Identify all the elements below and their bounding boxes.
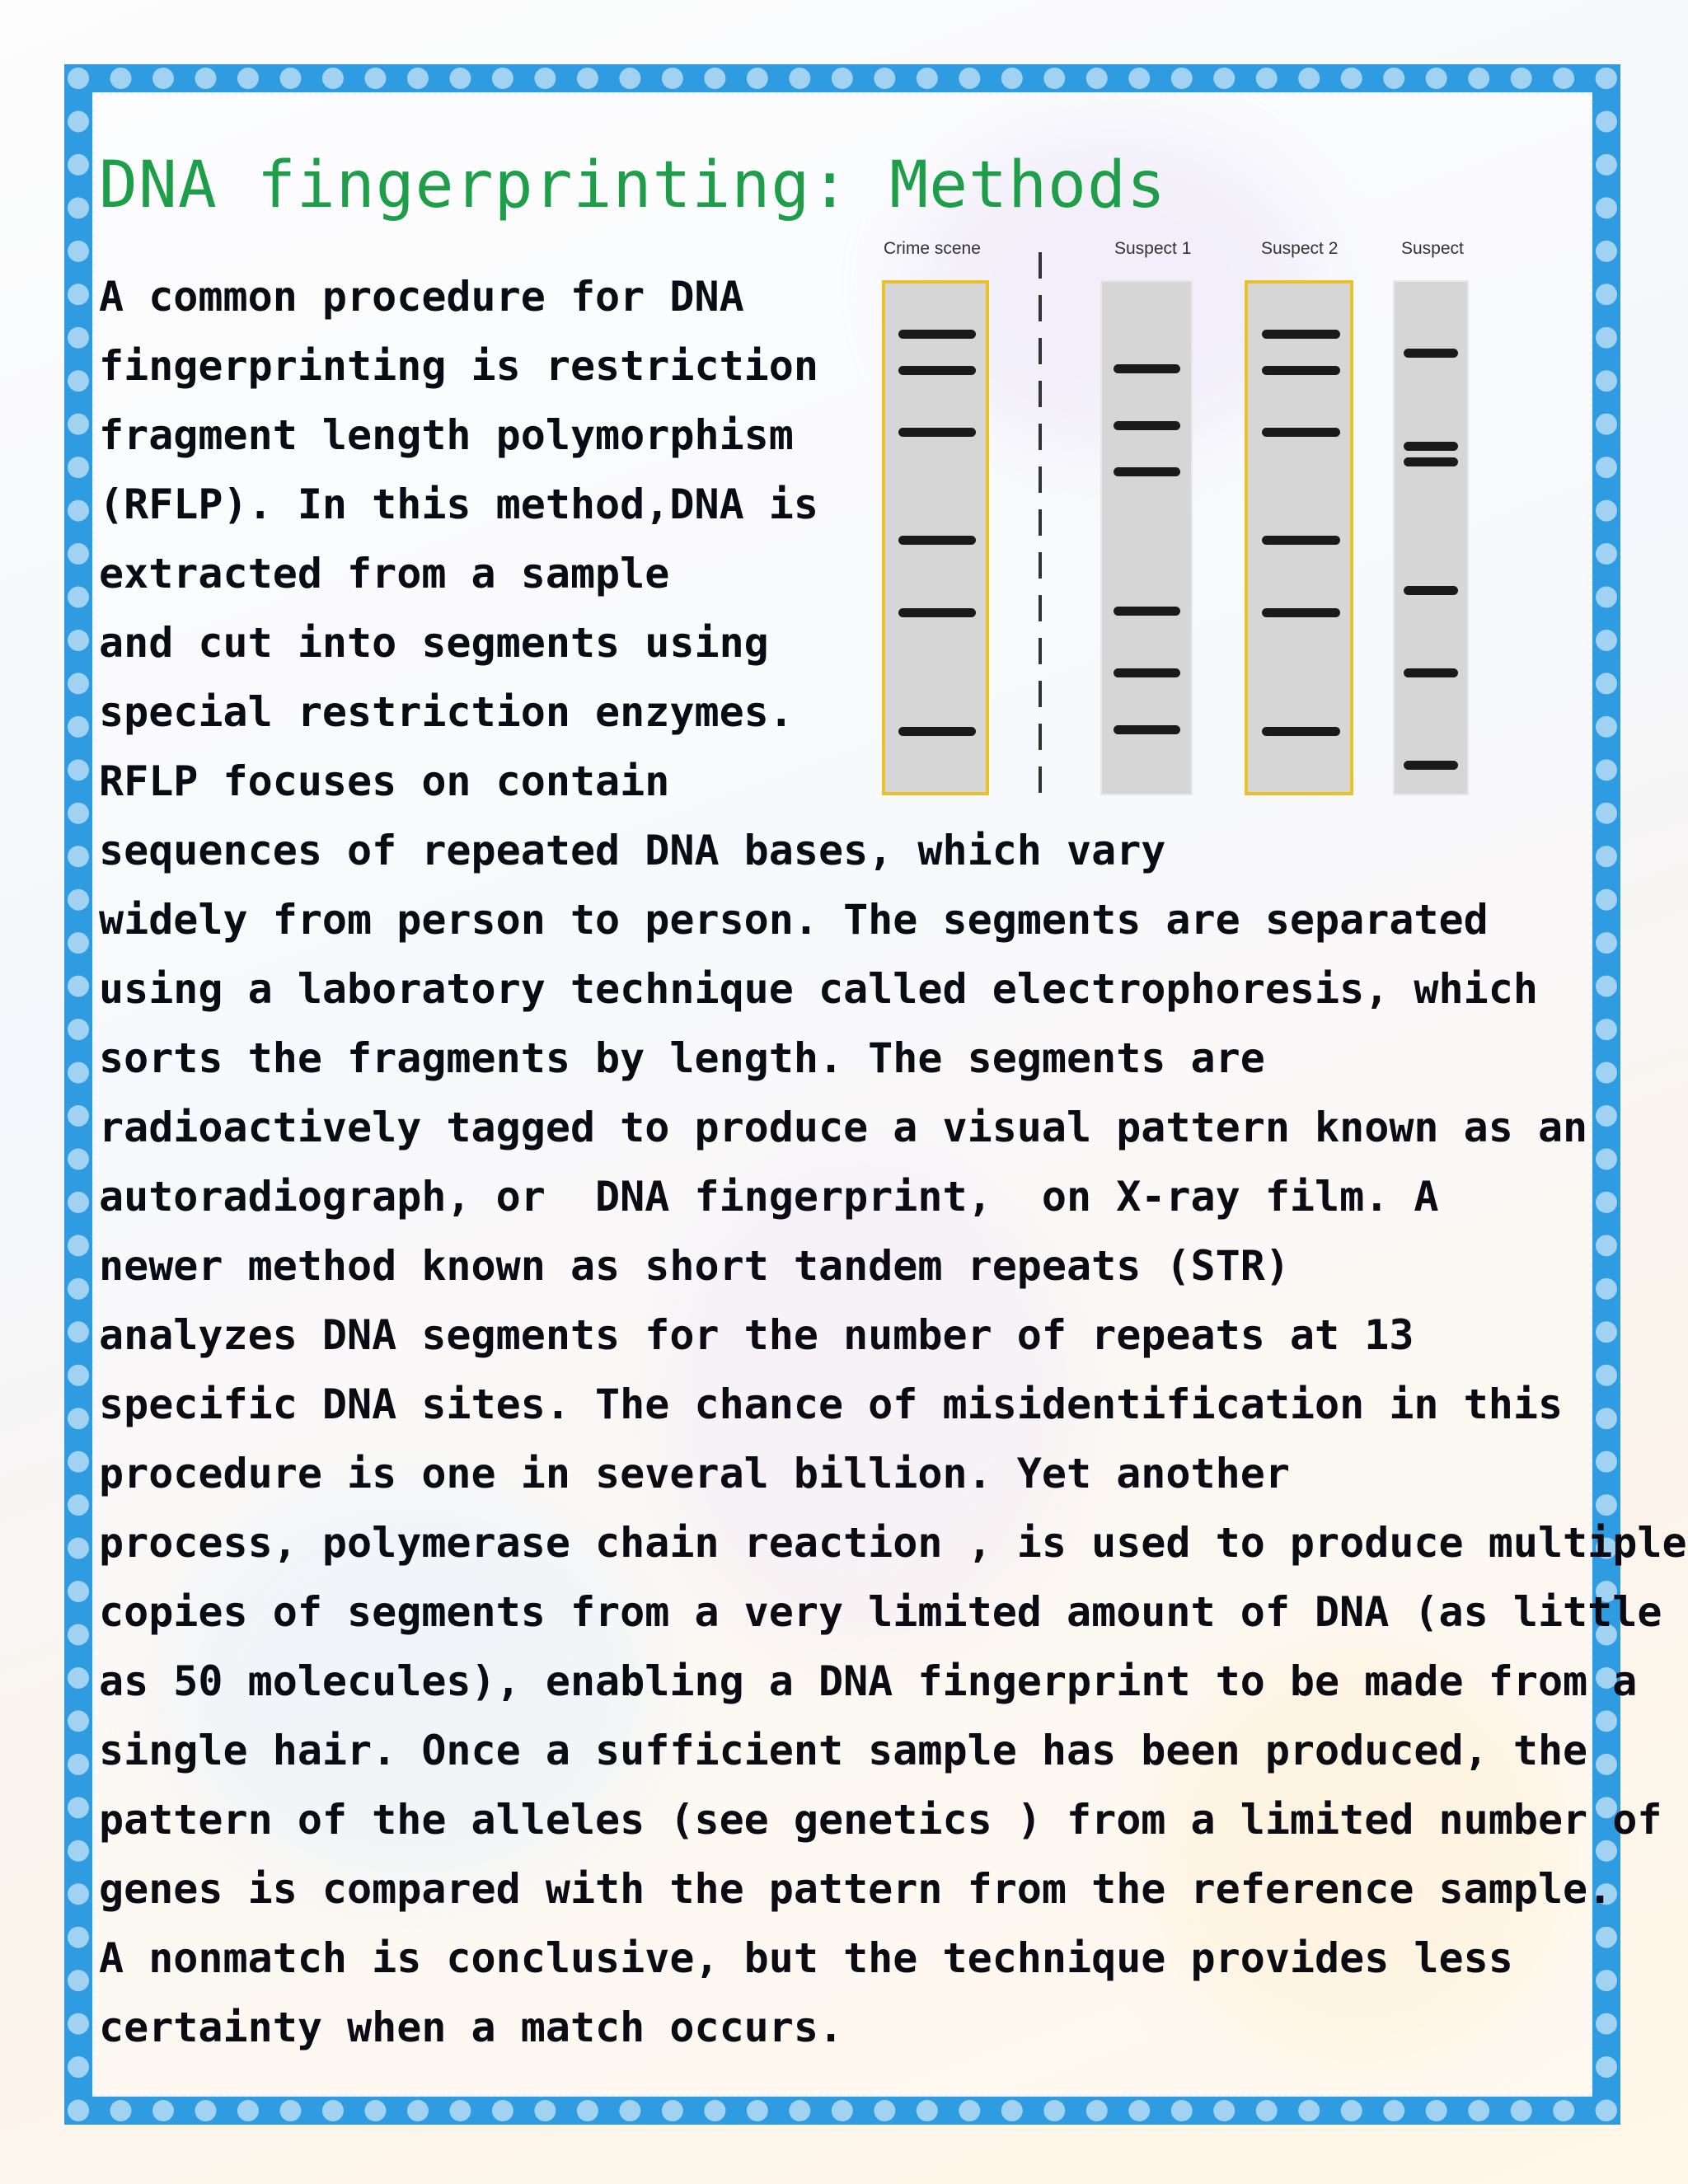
text-line: A nonmatch is conclusive, but the technique provides less [99,1934,1513,1982]
text-line: using a laboratory technique called electrophoresis, which [99,965,1538,1013]
dna-band [1404,586,1458,595]
dna-band [1262,608,1340,617]
gel-lane [882,280,989,795]
text-line: newer method known as short tandem repeats (STR) [99,1242,1290,1290]
text-line: extracted from a sample [99,550,670,598]
dna-band [898,428,976,437]
lane-label: Crime scene [884,239,981,258]
dna-band [1404,761,1458,770]
dna-band [1114,467,1180,476]
dna-band [1114,725,1180,734]
text-line: A common procedure for DNA [99,273,744,321]
text-line: autoradiograph, or DNA fingerprint, on X-ray film. A [99,1173,1439,1221]
dna-band [1404,349,1458,358]
text-line: radioactively tagged to produce a visual pattern known as an [99,1104,1588,1151]
text-line: and cut into segments using [99,619,769,667]
text-line: process, polymerase chain reaction , is used to produce multiple [99,1519,1687,1567]
dna-band [898,330,976,339]
gel-lane [1393,280,1469,795]
text-line: genes is compared with the pattern from the reference sample. [99,1865,1613,1913]
dna-band [1114,364,1180,373]
text-line: copies of segments from a very limited amount of DNA (as little [99,1588,1662,1636]
dna-band [1262,330,1340,339]
dna-band [898,366,976,375]
dna-band [898,536,976,545]
lane-label: Suspect [1401,239,1464,258]
dna-band [898,608,976,617]
text-line: sequences of repeated DNA bases, which vary [99,827,1166,874]
text-line: specific DNA sites. The chance of misidentification in this [99,1380,1564,1428]
text-line: pattern of the alleles (see genetics ) from a limited number of [99,1796,1662,1844]
gel-lane [1100,280,1193,795]
dna-band [1404,457,1458,466]
dna-band [898,727,976,736]
text-line: single hair. Once a sufficient sample has been produced, the [99,1727,1588,1774]
text-line: widely from person to person. The segments are separated [99,896,1489,944]
dna-band [1404,442,1458,451]
gel-lane-divider [1039,252,1042,796]
text-line: RFLP focuses on contain [99,757,670,805]
text-line: procedure is one in several billion. Yet another [99,1450,1290,1497]
text-line: special restriction enzymes. [99,688,794,736]
dna-band [1404,668,1458,677]
lane-label: Suspect 1 [1114,239,1192,258]
page-title: DNA fingerprinting: Methods [99,148,1166,223]
lane-label: Suspect 2 [1261,239,1339,258]
dna-band [1262,366,1340,375]
dna-band [1114,421,1180,430]
text-line: fingerprinting is restriction [99,342,818,390]
text-line: certainty when a match occurs. [99,2004,844,2051]
dna-band [1262,536,1340,545]
dna-band [1262,727,1340,736]
paragraph-intro [99,262,818,816]
text-line: analyzes DNA segments for the number of repeats at 13 [99,1311,1414,1359]
dna-band [1262,428,1340,437]
gel-electrophoresis-figure [874,239,1467,808]
text-line: fragment length polymorphism [99,411,794,459]
text-line: sorts the fragments by length. The segments are [99,1034,1265,1082]
dna-band [1114,668,1180,677]
text-line: as 50 molecules), enabling a DNA fingerprint to be made from a [99,1657,1638,1705]
paragraph-body [99,816,1687,2062]
dna-band [1114,607,1180,616]
text-line: (RFLP). In this method,DNA is [99,480,818,528]
gel-lane [1245,280,1353,795]
